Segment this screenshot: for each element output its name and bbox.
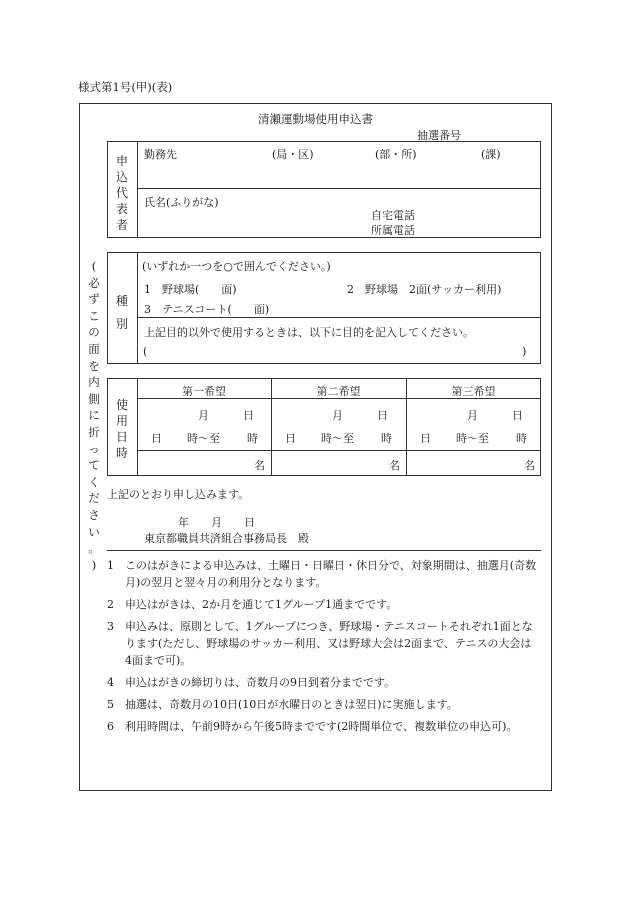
- schedule-date-field[interactable]: [275, 402, 402, 446]
- side-note-char: く: [88, 474, 100, 489]
- workplace-label: 勤務先: [144, 148, 177, 161]
- month-label: 月: [198, 409, 209, 422]
- note-item: [107, 718, 537, 735]
- note-item: [107, 674, 537, 691]
- date-suffix-label: 日: [285, 432, 296, 445]
- type-char: 種: [115, 294, 128, 308]
- side-note-char: 。: [88, 541, 100, 556]
- schedule-char: 時: [115, 446, 128, 460]
- time-to-label: 時: [247, 432, 258, 445]
- schedule-char: 日: [115, 430, 128, 444]
- home-phone-label: 自宅電話: [371, 209, 415, 222]
- time-to-label: 時: [516, 432, 527, 445]
- type-option-tennis[interactable]: 3 テニスコート( 面): [144, 303, 270, 316]
- purpose-note: 上記目的以外で使用するときは、以下に目的を記入してください。: [144, 326, 474, 339]
- side-note-char: て: [88, 458, 100, 473]
- schedule-char: 用: [115, 414, 128, 428]
- people-label: 名: [389, 459, 400, 472]
- date-suffix-label: 日: [420, 432, 431, 445]
- applicant-char: 申: [115, 154, 128, 168]
- side-note-char: ず: [88, 292, 100, 307]
- type-char: 別: [115, 317, 128, 331]
- workplace-field[interactable]: [144, 162, 534, 184]
- type-option-baseball[interactable]: 1 野球場( 面): [144, 283, 237, 296]
- time-from-label: 時〜至: [187, 432, 220, 445]
- side-note-char: に: [88, 408, 100, 423]
- people-label: 名: [254, 459, 265, 472]
- applicant-row-divider: [137, 188, 541, 189]
- note-item: [107, 557, 537, 591]
- note-text: 申込みは、原則として、1グループにつき、野球場・テニスコートそれぞれ1面となります(ただし、野球場のサッカー利用、又は野球大会は2面まで、テニスの大会は4面まで可)。: [125, 620, 533, 667]
- side-note-char: っ: [88, 441, 100, 456]
- note-text: 申込はがきは、2か月を通じて1グループ1通までです。: [125, 598, 398, 611]
- addressee: 東京都職員共済組合事務局長 殿: [144, 532, 309, 545]
- side-note-char: い: [88, 524, 100, 539]
- day-label: 日: [243, 409, 254, 422]
- time-from-label: 時〜至: [456, 432, 489, 445]
- day-label: 日: [512, 409, 523, 422]
- date-suffix-label: 日: [151, 432, 162, 445]
- purpose-paren-close: ): [522, 345, 527, 358]
- purpose-paren-open: (: [143, 345, 148, 358]
- schedule-people-divider: [137, 450, 541, 451]
- time-from-label: 時〜至: [321, 432, 354, 445]
- side-note-char: ): [91, 557, 97, 572]
- side-note-char: さ: [88, 507, 100, 522]
- side-note-char: を: [88, 358, 100, 373]
- note-item: [107, 696, 537, 713]
- choice-header: 第二希望: [316, 385, 361, 398]
- applicant-representative-label: [111, 153, 133, 233]
- purpose-field[interactable]: [152, 343, 517, 359]
- bureau-label: (局・区): [272, 148, 314, 161]
- form-id: 様式第1号(甲)(表): [78, 80, 173, 94]
- note-number: 4: [107, 676, 114, 689]
- note-number: 2: [107, 598, 114, 611]
- month-label: 月: [332, 409, 343, 422]
- note-text: 利用時間は、午前9時から午後5時までです(2時間単位で、複数単位の申込可)。: [125, 720, 518, 733]
- date-line[interactable]: 年 月 日: [178, 516, 255, 529]
- side-note-char: 面: [88, 341, 100, 356]
- side-note-char: 側: [88, 391, 100, 406]
- side-note-char: だ: [88, 491, 100, 506]
- applicant-char: 者: [115, 218, 128, 232]
- side-note-char: (: [91, 259, 97, 273]
- choice-header: 第三希望: [451, 385, 496, 398]
- type-instruction: (いずれか一つを○で囲んでください。): [142, 260, 331, 273]
- schedule-char: 使: [115, 398, 128, 412]
- applicant-char: 代: [115, 186, 128, 200]
- applicant-char: 表: [115, 202, 128, 216]
- note-item: [107, 618, 537, 669]
- applicant-label-divider: [137, 141, 138, 238]
- side-note-char: の: [88, 325, 100, 340]
- choice-header: 第一希望: [182, 385, 226, 398]
- side-note-char: 折: [88, 424, 100, 439]
- side-note-char: こ: [88, 308, 100, 323]
- name-label: 氏名(ふりがな): [144, 196, 219, 209]
- schedule-date-field[interactable]: [410, 402, 537, 446]
- department-label: (部・所): [375, 148, 417, 161]
- schedule-date-field[interactable]: [141, 402, 267, 446]
- note-number: 5: [107, 698, 114, 711]
- note-number: 6: [107, 720, 114, 733]
- type-row-divider: [137, 317, 541, 318]
- fold-instruction-note: [87, 258, 101, 573]
- form-title: 清瀬運動場使用申込書: [258, 112, 373, 126]
- applicant-char: 込: [115, 170, 128, 184]
- side-note-char: 必: [88, 275, 100, 290]
- type-label: [111, 290, 133, 336]
- note-text: 抽選は、奇数月の10日(10日が水曜日のときは翌日)に実施します。: [125, 698, 458, 711]
- application-statement: 上記のとおり申し込みます。: [107, 488, 250, 501]
- people-label: 名: [524, 459, 535, 472]
- month-label: 月: [467, 409, 478, 422]
- type-label-divider: [137, 252, 138, 364]
- note-number: 3: [107, 620, 114, 633]
- office-phone-label: 所属電話: [371, 224, 415, 237]
- name-field[interactable]: [144, 208, 364, 232]
- notes-divider: [107, 550, 541, 551]
- type-option-baseball-soccer[interactable]: 2 野球場 2面(サッカー利用): [347, 283, 502, 296]
- section-label: (課): [481, 148, 501, 161]
- notes-list: [107, 557, 537, 740]
- note-number: 1: [107, 559, 114, 572]
- note-text: このはがきによる申込みは、土曜日・日曜日・休日分で、対象期間は、抽選月(奇数月)の翌月と翌々月の利用分となります。: [125, 559, 537, 589]
- usage-datetime-label: [111, 397, 133, 461]
- day-label: 日: [377, 409, 388, 422]
- lottery-number-label: 抽選番号: [417, 129, 461, 142]
- side-note-char: 内: [88, 375, 100, 390]
- note-item: [107, 596, 537, 613]
- time-to-label: 時: [381, 432, 392, 445]
- note-text: 申込はがきの締切りは、奇数月の9日到着分までです。: [125, 676, 396, 689]
